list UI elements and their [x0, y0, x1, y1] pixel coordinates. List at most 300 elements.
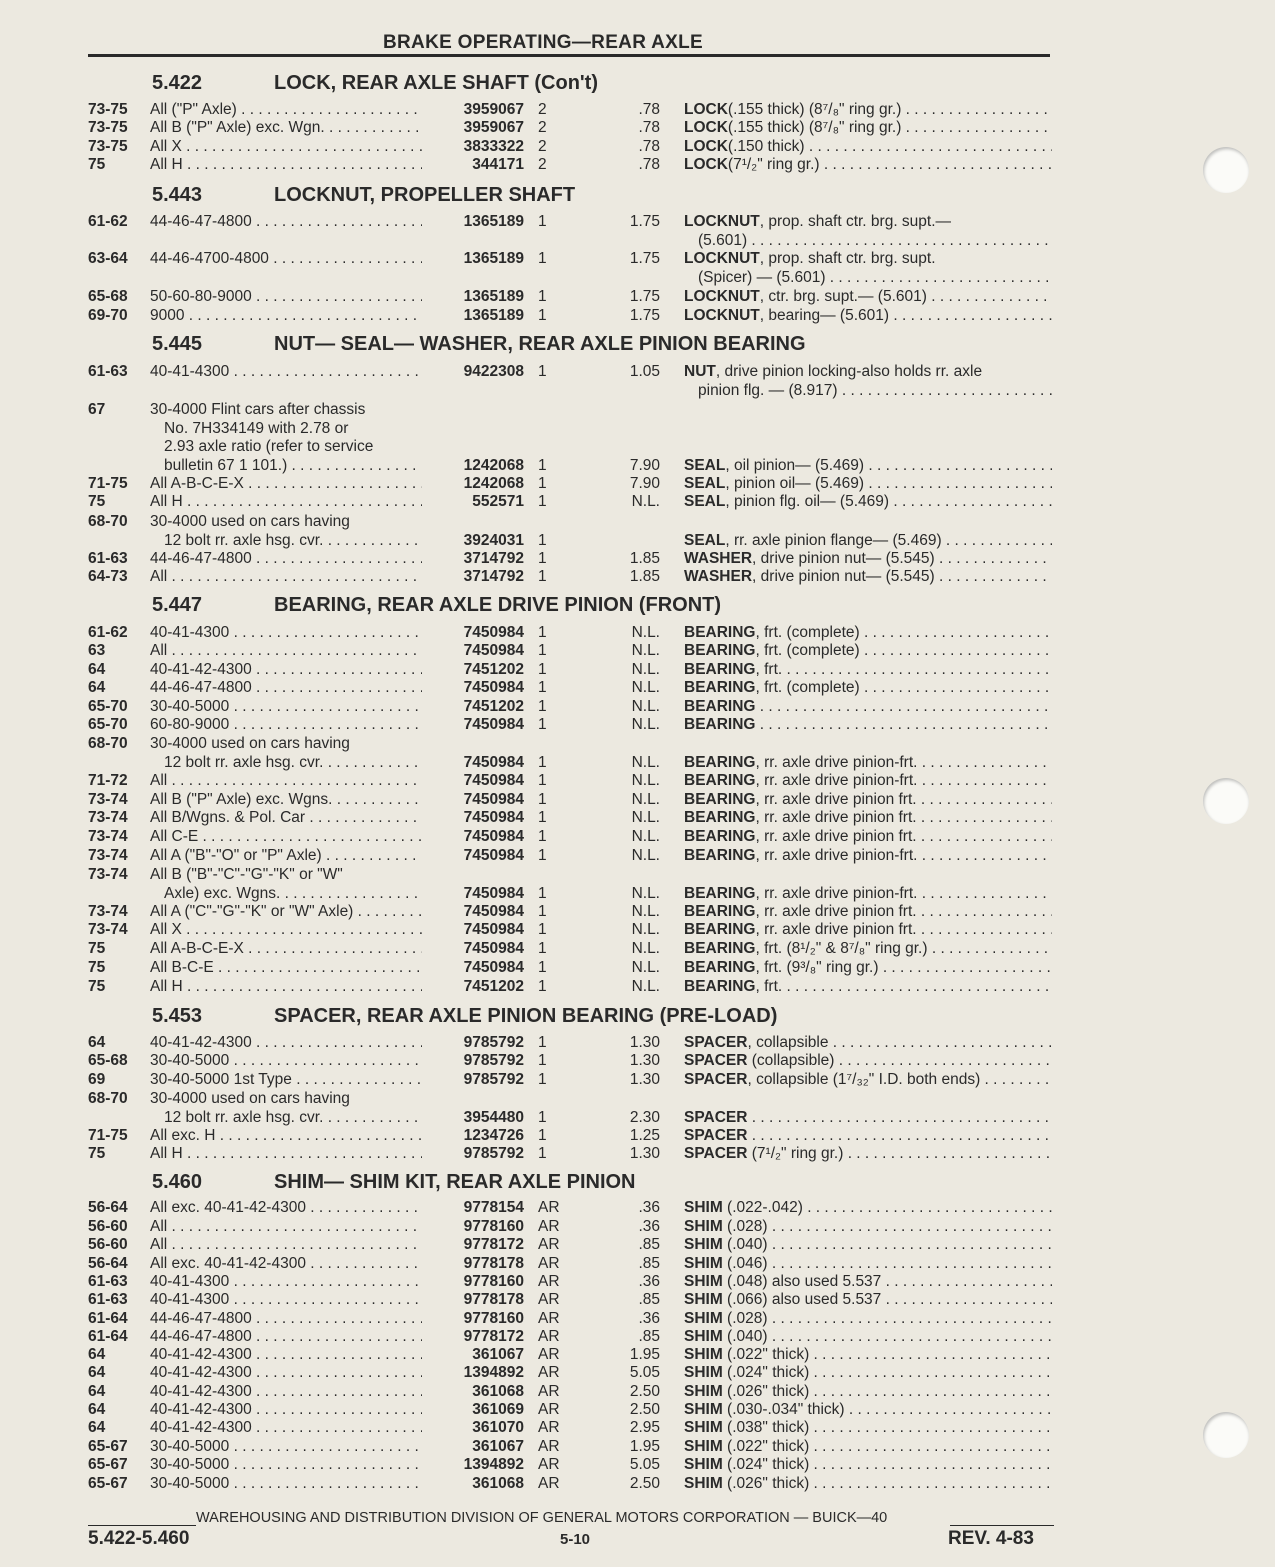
- part-name: [684, 1071, 1052, 1089]
- part-name-keyword: SHIM: [684, 1419, 723, 1436]
- parts-row-description-continuation: [88, 382, 1053, 401]
- parts-row: [88, 735, 1053, 754]
- application-text: All exc. 40-41-42-4300 . . .: [150, 1199, 422, 1217]
- part-number: 7451202: [463, 661, 524, 678]
- parts-row: [88, 642, 1053, 661]
- part-description: (.150 thick): [727, 138, 805, 155]
- part-number: 3959067: [463, 101, 524, 118]
- part-name-keyword: BEARING: [684, 716, 756, 733]
- part-number: 1365189: [463, 288, 524, 305]
- part-name-keyword: BEARING: [684, 791, 756, 808]
- part-description: , drive pinion locking-also holds rr. axle: [715, 363, 983, 380]
- price: .85: [638, 1255, 660, 1272]
- part-description: (.026" thick): [722, 1475, 810, 1492]
- application-text: All B/Wgns. & Pol. Car . . .: [150, 809, 422, 827]
- part-name: [684, 307, 1052, 325]
- application-text: All B-C-E . . .: [150, 959, 422, 977]
- price: 2.95: [629, 1419, 660, 1436]
- application-text-line: 2.93 axle ratio (refer to service: [164, 438, 374, 456]
- quantity: 1: [538, 1034, 547, 1051]
- parts-row: [88, 959, 1053, 978]
- part-number: 9778160: [463, 1218, 524, 1235]
- price: N.L.: [631, 959, 660, 976]
- application-text-line: 12 bolt rr. axle hsg. cvr.: [164, 531, 324, 549]
- part-description-line: pinion flg. — (8.917): [698, 381, 838, 399]
- model-years: 75: [88, 940, 106, 957]
- application-text: All . . .: [150, 642, 422, 660]
- part-name-keyword: SHIM: [684, 1364, 723, 1381]
- quantity: 1: [538, 716, 547, 733]
- model-years: 65-68: [88, 1052, 128, 1069]
- application-text: 30-40-5000 . . .: [150, 698, 422, 716]
- parts-row: [88, 156, 1053, 175]
- part-name-keyword: BEARING: [684, 959, 756, 976]
- model-years: 65-70: [88, 716, 128, 733]
- application-text: 44-46-47-4800 . . .: [150, 213, 422, 231]
- footer-rule-right: [950, 1525, 1054, 1526]
- price: 2.50: [629, 1475, 660, 1492]
- price: 7.90: [629, 457, 660, 475]
- part-description: , frt. (complete): [755, 642, 860, 659]
- part-name: [684, 959, 1052, 977]
- quantity: 1: [538, 661, 547, 678]
- part-description: , rr. axle drive pinion frt.: [755, 809, 917, 826]
- price: N.L.: [631, 940, 660, 957]
- application-text: 30-40-5000 1st Type . . .: [150, 1071, 422, 1089]
- part-number: 3959067: [463, 119, 524, 136]
- application-text-line: 12 bolt rr. axle hsg. cvr.: [164, 1108, 324, 1126]
- parts-row-values: [88, 457, 1053, 476]
- part-name-keyword: BEARING: [684, 828, 756, 845]
- application-text-line: bulletin 67 1 101.): [164, 457, 288, 475]
- model-years: 68-70: [88, 513, 128, 530]
- model-years: 63: [88, 642, 106, 659]
- part-number: 7450984: [463, 716, 524, 733]
- part-description: , collapsible (1⁷/₃₂" I.D. both ends): [747, 1071, 981, 1088]
- parts-row: [88, 679, 1053, 698]
- quantity: 1: [538, 475, 547, 492]
- application-text: All C-E . . .: [150, 828, 422, 846]
- part-name: [684, 1145, 1052, 1163]
- model-years: 64-73: [88, 568, 128, 585]
- parts-row: [88, 698, 1053, 717]
- part-name: [684, 698, 1052, 716]
- model-years: 65-67: [88, 1438, 128, 1455]
- part-name: [684, 903, 1052, 921]
- application-text: All H . . .: [150, 493, 422, 511]
- model-years: 64: [88, 679, 106, 696]
- page-title: BRAKE OPERATING—REAR AXLE: [383, 32, 703, 53]
- price: N.L.: [631, 903, 660, 920]
- part-number: 1394892: [463, 1456, 524, 1473]
- part-description: , rr. axle drive pinion-frt.: [755, 772, 918, 789]
- parts-row: [88, 1475, 1053, 1494]
- price: .36: [638, 1310, 660, 1327]
- price: 1.75: [629, 288, 660, 305]
- price: N.L.: [631, 847, 660, 864]
- application-text-line: Axle) exc. Wgns.: [164, 884, 281, 902]
- application-text: 60-80-9000 . . .: [150, 716, 422, 734]
- price: N.L.: [631, 642, 660, 659]
- model-years: 61-63: [88, 1273, 128, 1290]
- application-text: All A-B-C-E-X . . .: [150, 475, 422, 493]
- parts-row: [88, 921, 1053, 940]
- model-years: 73-75: [88, 119, 128, 136]
- footer-page-number: 5-10: [560, 1531, 591, 1548]
- quantity: 1: [538, 791, 547, 808]
- part-description: , frt.: [755, 978, 783, 995]
- model-years: 68-70: [88, 735, 128, 752]
- part-number: 7450984: [463, 642, 524, 659]
- part-description: , drive pinion nut— (5.545): [752, 550, 935, 567]
- quantity: 2: [538, 119, 547, 136]
- parts-row: [88, 903, 1053, 922]
- application-text: 40-41-42-4300 . . .: [150, 1346, 422, 1364]
- application-text-line: 12 bolt rr. axle hsg. cvr.: [164, 753, 324, 771]
- quantity: 1: [538, 1127, 547, 1144]
- part-name: [684, 363, 1052, 381]
- part-name-keyword: BEARING: [684, 753, 756, 771]
- part-name: [684, 1419, 1052, 1437]
- part-description: , rr. axle drive pinion frt.: [755, 828, 917, 845]
- price: 1.75: [629, 250, 660, 267]
- model-years: 73-74: [88, 903, 128, 920]
- application-text-continued: [150, 438, 422, 456]
- application-text: All . . .: [150, 568, 422, 586]
- part-description: , frt. (complete): [755, 679, 860, 696]
- quantity: 1: [538, 809, 547, 826]
- part-number: 7450984: [463, 921, 524, 938]
- application-text: All X . . .: [150, 921, 422, 939]
- quantity: 1: [538, 642, 547, 659]
- footer-revision: REV. 4-83: [948, 1528, 1034, 1549]
- model-years: 73-74: [88, 809, 128, 826]
- parts-row: [88, 1034, 1053, 1053]
- part-description: , rr. axle drive pinion frt.: [755, 791, 917, 808]
- part-number: 7451202: [463, 978, 524, 995]
- part-number: 1394892: [463, 1364, 524, 1381]
- part-name-keyword: BEARING: [684, 903, 756, 920]
- part-number: 9778160: [463, 1273, 524, 1290]
- price: N.L.: [631, 753, 660, 771]
- part-name-keyword: BEARING: [684, 642, 756, 659]
- quantity: AR: [538, 1475, 560, 1492]
- parts-row: [88, 119, 1053, 138]
- price: .78: [638, 101, 660, 118]
- part-description: , ctr. brg. supt.— (5.601): [759, 288, 927, 305]
- part-number: 9785792: [463, 1034, 524, 1051]
- price: 1.30: [629, 1052, 660, 1069]
- application-text: 40-41-42-4300 . . .: [150, 661, 422, 679]
- part-number: 7450984: [463, 884, 524, 902]
- part-description: , collapsible: [747, 1034, 829, 1051]
- part-name: [684, 1383, 1052, 1401]
- application-text: All B ("P" Axle) exc. Wgn. . . .: [150, 119, 422, 137]
- application-text: All X . . .: [150, 138, 422, 156]
- application-text: All H . . .: [150, 978, 422, 996]
- model-years: 63-64: [88, 250, 128, 267]
- parts-row: [88, 250, 1053, 269]
- part-number: 7450984: [463, 959, 524, 976]
- footer-rule-left: [88, 1525, 196, 1526]
- part-description: (.022" thick): [722, 1346, 810, 1363]
- section-title: LOCK, REAR AXLE SHAFT (Con't): [274, 72, 598, 94]
- part-description: , rr. axle pinion flange— (5.469): [725, 531, 942, 549]
- part-number: 9785792: [463, 1145, 524, 1162]
- part-description-continued: [684, 232, 1052, 250]
- application-text: 40-41-42-4300 . . .: [150, 1034, 422, 1052]
- section-number: 5.453: [152, 1005, 203, 1027]
- parts-row: [88, 307, 1053, 326]
- part-name-keyword: SPACER: [684, 1145, 748, 1162]
- parts-row: [88, 772, 1053, 791]
- quantity: 1: [538, 940, 547, 957]
- section-number: 5.422: [152, 72, 203, 94]
- part-name-keyword: SHIM: [684, 1199, 723, 1216]
- application-text: All exc. H . . .: [150, 1127, 422, 1145]
- application-text: 30-40-5000 . . .: [150, 1456, 422, 1474]
- part-description: (.024" thick): [722, 1456, 810, 1473]
- model-years: 64: [88, 1401, 106, 1418]
- quantity: AR: [538, 1419, 560, 1436]
- part-number: 3714792: [463, 568, 524, 585]
- part-name: [684, 978, 1052, 996]
- parts-row: [88, 978, 1053, 997]
- part-name-keyword: SEAL: [684, 493, 726, 510]
- part-name-keyword: BEARING: [684, 978, 756, 995]
- price: N.L.: [631, 809, 660, 826]
- quantity: AR: [538, 1328, 560, 1345]
- part-name: [684, 288, 1052, 306]
- part-number: 3833322: [463, 138, 524, 155]
- application-text: 44-46-47-4800 . . .: [150, 550, 422, 568]
- part-name-keyword: LOCKNUT: [684, 250, 760, 267]
- price: .36: [638, 1199, 660, 1216]
- parts-row: [88, 1218, 1053, 1237]
- application-text-line: No. 7H334149 with 2.78 or: [164, 419, 349, 437]
- part-number: 344171: [472, 156, 524, 173]
- model-years: 65-67: [88, 1456, 128, 1473]
- application-text: 30-40-5000 . . .: [150, 1052, 422, 1070]
- application-text: 40-41-4300 . . .: [150, 1273, 422, 1291]
- price: .78: [638, 119, 660, 136]
- part-description: (.022" thick): [722, 1438, 810, 1455]
- application-text: 44-46-47-4800 . . .: [150, 1328, 422, 1346]
- part-number: 1242068: [463, 457, 524, 475]
- parts-row: [88, 940, 1053, 959]
- parts-row: [88, 1364, 1053, 1383]
- parts-row: [88, 1383, 1053, 1402]
- part-name: [684, 661, 1052, 679]
- parts-row: [88, 1419, 1053, 1438]
- part-description: (.046): [722, 1255, 768, 1272]
- application-text: 40-41-42-4300 . . .: [150, 1364, 422, 1382]
- part-name-keyword: LOCK: [684, 156, 728, 173]
- part-description: (.030-.034" thick): [722, 1401, 845, 1418]
- model-years: 73-74: [88, 866, 128, 883]
- application-text: 40-41-42-4300 . . .: [150, 1419, 422, 1437]
- part-name-keyword: LOCK: [684, 101, 728, 118]
- application-text: 40-41-4300 . . .: [150, 1291, 422, 1309]
- parts-row: [88, 101, 1053, 120]
- part-description: (.026" thick): [722, 1383, 810, 1400]
- price: N.L.: [631, 661, 660, 678]
- quantity: AR: [538, 1255, 560, 1272]
- parts-row: [88, 1199, 1053, 1218]
- parts-row: [88, 791, 1053, 810]
- application-text: All . . .: [150, 1236, 422, 1254]
- application-text: 50-60-80-9000 . . .: [150, 288, 422, 306]
- part-description: (.048) also used 5.537: [722, 1273, 882, 1290]
- parts-row: [88, 1438, 1053, 1457]
- model-years: 73-74: [88, 921, 128, 938]
- price: 1.95: [629, 1346, 660, 1363]
- quantity: AR: [538, 1346, 560, 1363]
- parts-row-values: [88, 532, 1053, 551]
- parts-row: [88, 1310, 1053, 1329]
- footer-section-range: 5.422-5.460: [88, 1528, 190, 1549]
- part-description: (.155 thick) (8⁷/₈" ring gr.): [727, 119, 902, 136]
- model-years: 64: [88, 1364, 106, 1381]
- part-name-keyword: LOCKNUT: [684, 307, 760, 324]
- parts-row: [88, 661, 1053, 680]
- part-name-keyword: SHIM: [684, 1328, 723, 1345]
- part-name-keyword: BEARING: [684, 884, 756, 902]
- part-name-keyword: SHIM: [684, 1310, 723, 1327]
- part-description: (.038" thick): [722, 1419, 810, 1436]
- part-name: [684, 1456, 1052, 1474]
- application-text: 44-46-4700-4800 . . .: [150, 250, 422, 268]
- quantity: 1: [538, 531, 547, 549]
- application-text: 44-46-47-4800 . . .: [150, 1310, 422, 1328]
- parts-row: [88, 1090, 1053, 1109]
- parts-row: [88, 1236, 1053, 1255]
- quantity: 1: [538, 457, 547, 475]
- parts-row: [88, 1145, 1053, 1164]
- parts-row: [88, 1273, 1053, 1292]
- part-name: [684, 1052, 1052, 1070]
- part-name: [684, 828, 1052, 846]
- part-number: 7450984: [463, 809, 524, 826]
- quantity: 1: [538, 288, 547, 305]
- part-name: [684, 493, 1052, 511]
- model-years: 69: [88, 1071, 106, 1088]
- section-number: 5.443: [152, 184, 203, 206]
- part-name: [684, 1218, 1052, 1236]
- price: 1.75: [629, 307, 660, 324]
- price: 1.85: [629, 568, 660, 585]
- part-name-keyword: SHIM: [684, 1475, 723, 1492]
- price: 1.85: [629, 550, 660, 567]
- quantity: 1: [538, 624, 547, 641]
- part-name-keyword: SHIM: [684, 1346, 723, 1363]
- quantity: AR: [538, 1218, 560, 1235]
- part-name-keyword: BEARING: [684, 679, 756, 696]
- quantity: 1: [538, 1108, 547, 1126]
- model-years: 64: [88, 1419, 106, 1436]
- part-name: [684, 568, 1052, 586]
- parts-row-values: [88, 885, 1053, 904]
- binder-hole-bottom: [1203, 1412, 1249, 1458]
- model-years: 64: [88, 661, 106, 678]
- model-years: 64: [88, 1034, 106, 1051]
- part-number: 7450984: [463, 847, 524, 864]
- part-name: [684, 1273, 1052, 1291]
- application-text: 30-40-5000 . . .: [150, 1438, 422, 1456]
- parts-row: [88, 568, 1053, 587]
- parts-row: [88, 138, 1053, 157]
- parts-row: [88, 847, 1053, 866]
- application-text: All B ("B"-"C"-"G"-"K" or "W": [150, 866, 343, 883]
- part-name: [684, 213, 1052, 231]
- quantity: 2: [538, 101, 547, 118]
- price: 2.50: [629, 1383, 660, 1400]
- model-years: 61-62: [88, 213, 128, 230]
- price: N.L.: [631, 716, 660, 733]
- quantity: AR: [538, 1364, 560, 1381]
- model-years: 73-74: [88, 828, 128, 845]
- part-description: (collapsible): [747, 1052, 835, 1069]
- quantity: AR: [538, 1401, 560, 1418]
- part-description: (.040): [722, 1328, 768, 1345]
- parts-row-continuation: [88, 420, 1053, 439]
- model-years: 71-75: [88, 475, 128, 492]
- part-number: 1242068: [463, 475, 524, 492]
- quantity: AR: [538, 1199, 560, 1216]
- part-name-keyword: LOCKNUT: [684, 213, 760, 230]
- footer-division: WAREHOUSING AND DISTRIBUTION DIVISION OF GENERAL MOTORS CORPORATION — BUICK—40: [196, 1510, 888, 1526]
- binder-hole-top: [1203, 147, 1249, 193]
- application-text: 40-41-4300 . . .: [150, 363, 422, 381]
- part-name-keyword: SHIM: [684, 1236, 723, 1253]
- part-description: (.155 thick) (8⁷/₈" ring gr.): [727, 101, 902, 118]
- part-number: 9778172: [463, 1328, 524, 1345]
- part-number: 9778154: [463, 1199, 524, 1216]
- parts-row: [88, 624, 1053, 643]
- part-name-keyword: SHIM: [684, 1255, 723, 1272]
- parts-row: [88, 1328, 1053, 1347]
- model-years: 65-68: [88, 288, 128, 305]
- model-years: 61-63: [88, 1291, 128, 1308]
- quantity: 1: [538, 550, 547, 567]
- application-text: All A ("B"-"O" or "P" Axle) . . .: [150, 847, 422, 865]
- part-name: [684, 1199, 1052, 1217]
- part-description: (.022-.042): [722, 1199, 803, 1216]
- parts-row: [88, 1291, 1053, 1310]
- parts-row: [88, 363, 1053, 382]
- part-description: (7¹/₂" ring gr.): [727, 156, 820, 173]
- part-name-keyword: NUT: [684, 363, 716, 380]
- model-years: 65-70: [88, 698, 128, 715]
- quantity: 2: [538, 156, 547, 173]
- section-title: LOCKNUT, PROPELLER SHAFT: [274, 184, 576, 206]
- part-name: [684, 679, 1052, 697]
- part-name: [684, 101, 1052, 119]
- price: N.L.: [631, 828, 660, 845]
- price: N.L.: [631, 791, 660, 808]
- application-text: 44-46-47-4800 . . .: [150, 679, 422, 697]
- model-years: 64: [88, 1346, 106, 1363]
- model-years: 61-64: [88, 1328, 128, 1345]
- part-name-keyword: BEARING: [684, 698, 756, 715]
- parts-row: [88, 513, 1053, 532]
- quantity: 1: [538, 307, 547, 324]
- price: 1.25: [629, 1127, 660, 1144]
- model-years: 64: [88, 1383, 106, 1400]
- part-name: [684, 119, 1052, 137]
- part-name-keyword: BEARING: [684, 772, 756, 789]
- part-number: 361068: [472, 1475, 524, 1492]
